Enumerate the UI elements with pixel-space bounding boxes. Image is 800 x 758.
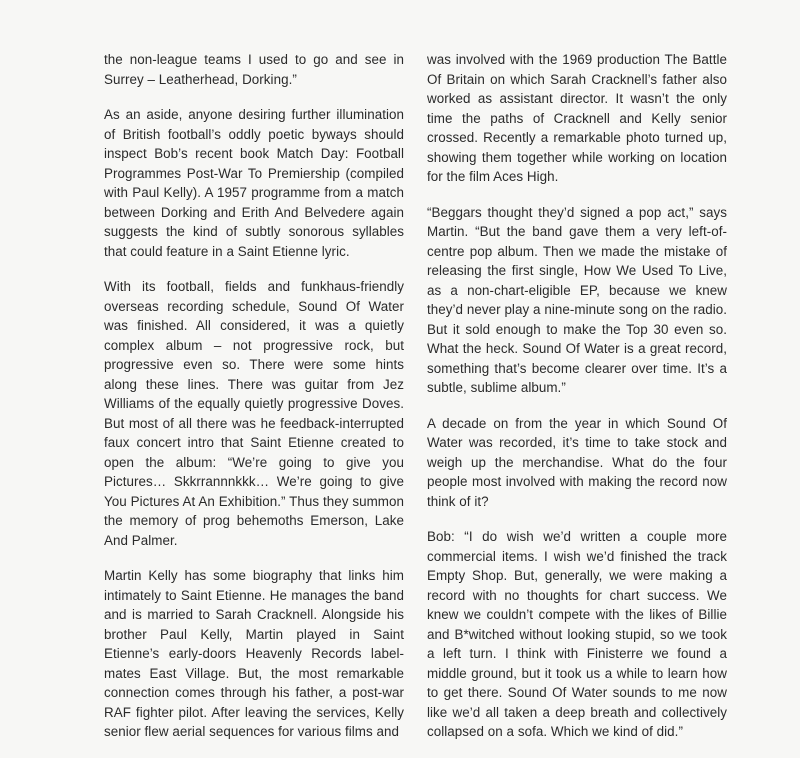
left-paragraph-1: the non-league teams I used to go and see in Surrey – Leatherhead, Dorking.”: [104, 52, 404, 87]
right-paragraph-2: “Beggars thought they’d signed a pop act,” says Martin. “But the band gave them a very left-of-centre pop album. Then we made the mistake of releasing the first single, How We Used To Live, as a non-chart-eligible EP, because we knew they’d never play a nine-minute song on the radio. But it sold enough to make the Top 30 even so. What the heck. Sound Of Water is a great record, something that’s become clearer over time. It’s a subtle, sublime album.”: [427, 204, 727, 395]
right-paragraph-1: was involved with the 1969 production The Battle Of Britain on which Sarah Cracknell’s father also worked as assistant director. It wasn’t the only time the paths of Cracknell and Kelly senior crossed. Recently a remarkable photo turned up, showing them together while working on location for the film Aces High.: [427, 52, 727, 184]
right-paragraph-3: A decade on from the year in which Sound Of Water was recorded, it’s time to take stock and weigh up the merchandise. What do the four people most involved with making the record now think of it?: [427, 415, 727, 509]
left-paragraph-4: Martin Kelly has some biography that links him intimately to Saint Etienne. He manages the band and is married to Sarah Cracknell. Alongside his brother Paul Kelly, Martin played in Saint Etienne’s early-doors Heavenly Records label-mates East Village. But, the most remarkable connection comes through his father, a post-war RAF fighter pilot. After leaving the services, Kelly senior flew aerial sequences for various films and: [104, 568, 404, 739]
left-paragraph-3: With its football, fields and funkhaus-friendly overseas recording schedule, Sound Of Water was finished. All considered, it was a quietly complex album – not progressive rock, but progressive even so. There were some hints along these lines. There was guitar from Jez Williams of the equally quietly progressive Doves. But most of all there was he feedback-interrupted faux concert intro that Saint Etienne created to open the album: “We’re going to give you Pictures… Skkrrannnkkk… We’re going to give You Pictures At An Exhibition.” Thus they summon the memory of prog behemoths Emerson, Lake And Palmer.: [104, 279, 404, 548]
right-column: [427, 50, 727, 758]
left-paragraph-2: As an aside, anyone desiring further illumination of British football’s oddly poetic byways should inspect Bob’s recent book Match Day: Football Programmes Post-War To Premiership (compiled with Paul Kelly). A 1957 programme from a match between Dorking and Erith And Belvedere again suggests the kind of subtly sonorous syllables that could feature in a Saint Etienne lyric.: [104, 107, 404, 259]
right-paragraph-4: Bob: “I do wish we’d written a couple more commercial items. I wish we’d finished the track Empty Shop. But, generally, we were making a record with no thoughts for chart success. We knew we couldn’t compete with the likes of Billie and B*witched without looking stupid, so we took a left turn. I think with Finisterre we found a middle ground, but it took us a while to learn how to get there. Sound Of Water sounds to me now like we’d all taken a deep breath and collectively collapsed on a sofa. Which we kind of did.”: [427, 529, 727, 739]
left-column: [104, 50, 404, 758]
